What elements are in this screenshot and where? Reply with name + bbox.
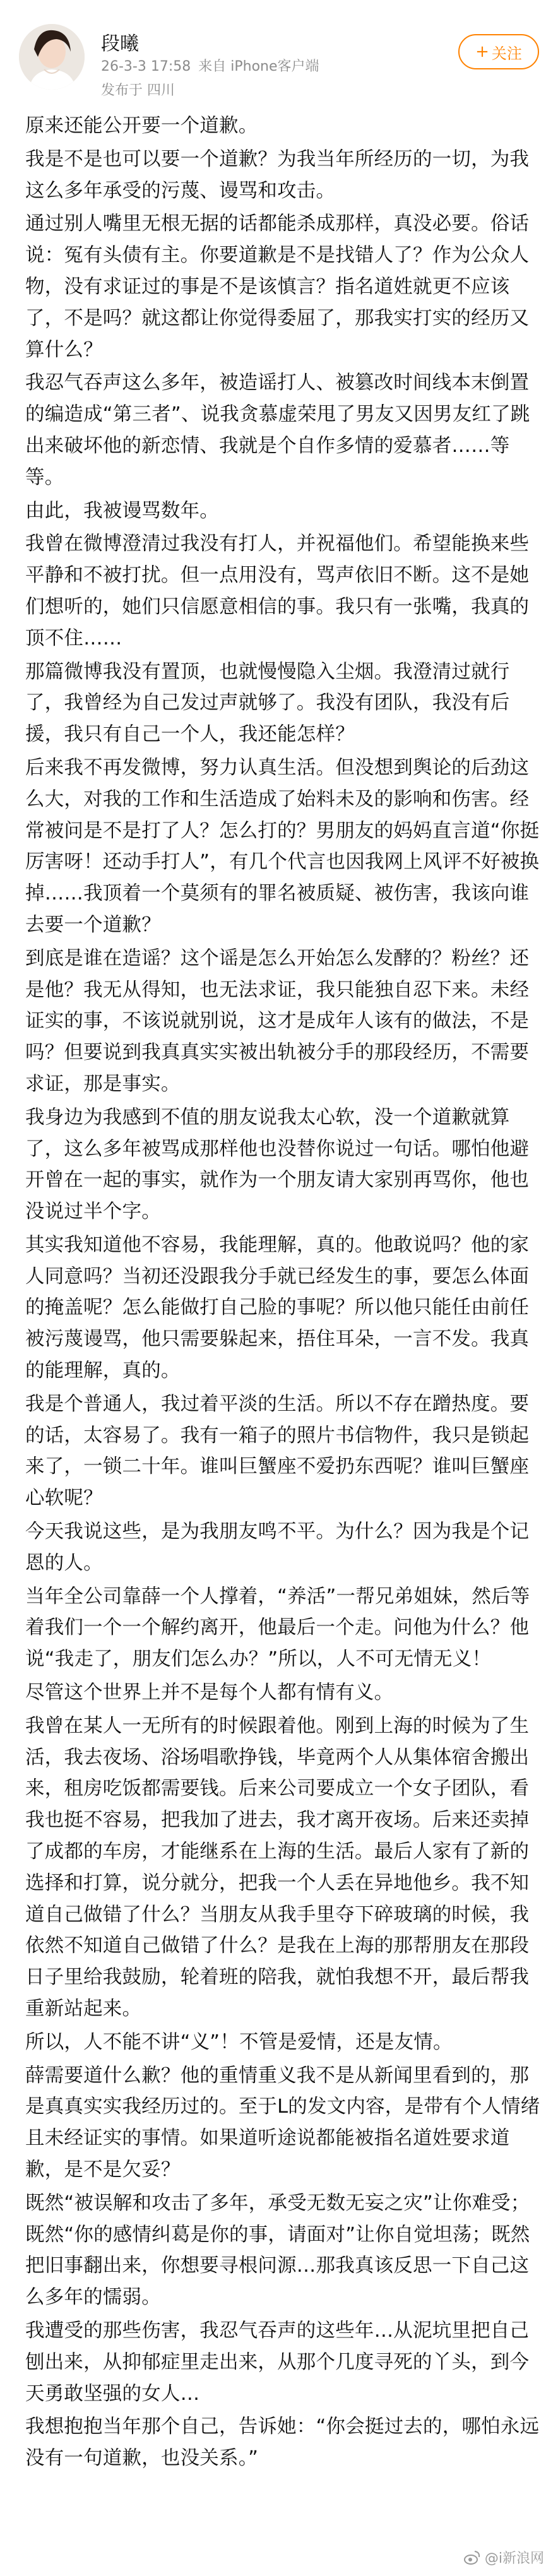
post-paragraph: 今天我说这些，是为我朋友鸣不平。为什么？因为我是个记恩的人。 (25, 1521, 530, 1574)
post-paragraph: 原来还能公开要一个道歉。 (25, 115, 258, 137)
post-paragraph: 我想抱抱当年那个自己，告诉她：“你会挺过去的，哪怕永远没有一句道歉，也没关系。” (25, 2416, 540, 2470)
weibo-logo-icon (463, 2549, 481, 2567)
plus-icon: + (475, 42, 489, 61)
post-paragraph: 其实我知道他不容易，我能理解，真的。他敢说吗？他的家人同意吗？当初还没跟我分手就已经发生的事，要怎么体面的掩盖呢？怎么能做打自己脸的事呢？所以他只能任由前任被污蔑谩骂，他只需要躲起来，捂住耳朵，一言不发。我真的能理解，真的。 (25, 1233, 530, 1382)
follow-button-label: 关注 (491, 44, 522, 62)
post-source: 来自 iPhone客户端 (198, 59, 319, 74)
post-paragraph: 我忍气吞声这么多年，被造谣打人、被篡改时间线本末倒置的编造成“第三者”、说我贪慕虚荣甩了男友又因男友红了跳出来破坏他的新恋情、我就是个自作多情的爱慕者……等等。 (25, 372, 530, 489)
watermark-text: @i新浪网 (484, 2551, 544, 2567)
post-paragraph: 我是个普通人，我过着平淡的生活。所以不存在蹭热度。要的话，太容易了。我有一箱子的照片书信物件，我只是锁起来了，一锁二十年。谁叫巨蟹座不爱扔东西呢？谁叫巨蟹座心软呢？ (25, 1392, 530, 1510)
user-name[interactable]: 段曦 (101, 33, 139, 55)
post-content (25, 110, 543, 2476)
avatar-photo-icon (19, 24, 85, 90)
post-paragraph: 通过别人嘴里无根无据的话都能杀成那样，真没必要。俗话说：冤有头债有主。你要道歉是不是找错人了？作为公众人物，没有求证过的事是不是该慎言？指名道姓就更不应该了，不是吗？就这都让你觉得委屈了，那我实打实的经历又算什么？ (25, 213, 530, 361)
post-header (0, 0, 558, 110)
post-paragraph: 我遭受的那些伤害，我忍气吞声的这些年…从泥坑里把自己刨出来，从抑郁症里走出来，从那个几度寻死的丫头，到今天勇敢坚强的女人… (25, 2319, 530, 2405)
post-paragraph: 由此，我被谩骂数年。 (25, 499, 219, 522)
ip-location: 发布于 四川 (101, 83, 175, 98)
avatar[interactable] (19, 24, 85, 90)
post-paragraph: 薛需要道什么歉？他的重情重义我不是从新闻里看到的，那是真真实实我经历过的。至于L的发文内容，是带有个人情绪且未经证实的事情。如果道听途说都能被指名道姓要求道歉，是不是欠妥？ (25, 2064, 540, 2181)
post-paragraph: 我身边为我感到不值的朋友说我太心软，没一个道歉就算了，这么多年被骂成那样他也没替你说过一句话。哪怕他避开曾在一起的事实，就作为一个朋友请大家别再骂你，他也没说过半个字。 (25, 1106, 530, 1223)
post-paragraph: 那篇微博我没有置顶，也就慢慢隐入尘烟。我澄清过就行了，我曾经为自己发过声就够了。我没有团队，我没有后援，我只有自己一个人，我还能怎样？ (25, 660, 510, 746)
post-paragraph: 我曾在某人一无所有的时候跟着他。刚到上海的时候为了生活，我去夜场、浴场唱歌挣钱，毕竟两个人从集体宿舍搬出来，租房吃饭都需要钱。后来公司要成立一个女子团队，看我也挺不容易，把我加了进去，我才离开夜场。后来还卖掉了成都的车房，才能继系在上海的生活。最后人家有了新的选择和打算，说分就分，把我一个人丢在异地他乡。我不知道自己做错了什么？当朋友从我手里夺下碎玻璃的时候，我依然不知道自己做错了什么？是我在上海的那帮朋友在那段日子里给我鼓励，轮着班的陪我，就怕我想不开，最后帮我重新站起来。 (25, 1714, 530, 2021)
post-paragraph: 我是不是也可以要一个道歉？为我当年所经历的一切，为我这么多年承受的污蔑、谩骂和攻击。 (25, 148, 530, 202)
post-time: 26-3-3 17:58 (101, 59, 191, 74)
post-paragraph: 所以，人不能不讲“义”！不管是爱情，还是友情。 (25, 2031, 453, 2053)
post-paragraph: 当年全公司靠薛一个人撑着，“养活”一帮兄弟姐妹，然后等着我们一个一个解约离开，他最后一个走。问他为什么？他说“我走了，朋友们怎么办？”所以，人不可无情无义！ (25, 1585, 530, 1671)
watermark (463, 2548, 544, 2567)
follow-button[interactable] (458, 34, 539, 69)
post-paragraph: 后来我不再发微博，努力认真生活。但没想到舆论的后劲这么大，对我的工作和生活造成了始料未及的影响和伤害。经常被问是不是打了人？怎么打的？男朋友的妈妈直言道“你挺厉害呀！还动手打人”，有几个代言也因我网上风评不好被换掉……我顶着一个莫须有的罪名被质疑、被伤害，我该向谁去要一个道歉？ (25, 756, 540, 936)
post-paragraph: 到底是谁在造谣？这个谣是怎么开始怎么发酵的？粉丝？还是他？我无从得知，也无法求证，我只能独自忍下来。未经证实的事，不该说就别说，这才是成年人该有的做法，不是吗？但要说到我真真实实被出轨被分手的那段经历，不需要求证，那是事实。 (25, 947, 530, 1095)
post-paragraph: 尽管这个世界上并不是每个人都有情有义。 (25, 1682, 394, 1704)
post-paragraph: 我曾在微博澄清过我没有打人，并祝福他们。希望能换来些平静和不被打扰。但一点用没有，骂声依旧不断。这不是她们想听的，她们只信愿意相信的事。我只有一张嘴，我真的顶不住…… (25, 533, 530, 650)
post-paragraph: 既然“被误解和攻击了多年，承受无数无妄之灾”让你难受；既然“你的感情纠葛是你的事，请面对”让你自觉坦荡；既然把旧事翻出来，你想要寻根问源…那我真该反思一下自己这么多年的懦弱。 (25, 2192, 530, 2309)
post-meta (101, 58, 319, 76)
